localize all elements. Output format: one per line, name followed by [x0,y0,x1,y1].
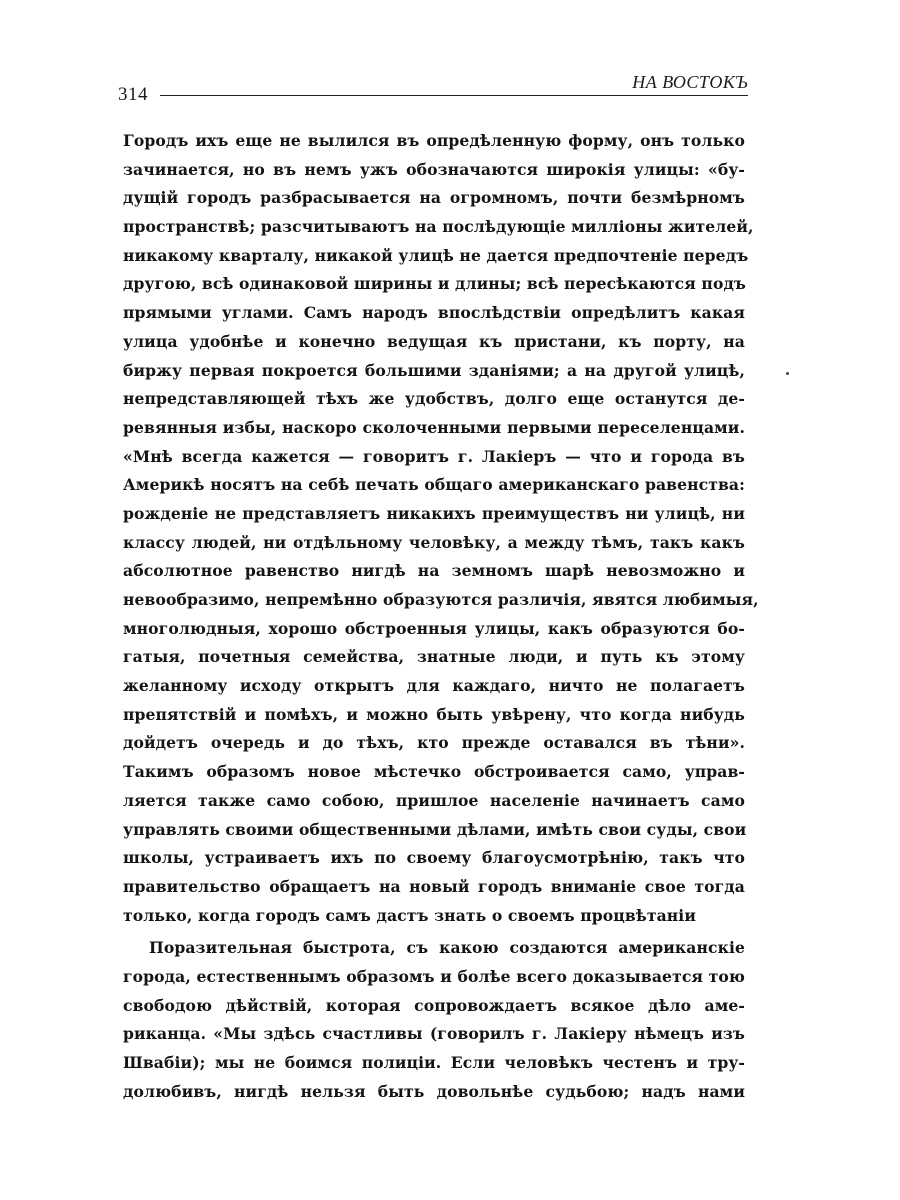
text-line: Поразительная быстрота, съ какою создаются американскіе [149,938,745,958]
text-line: управлять своими общественными дѣлами, имѣть свои суды, свои [123,819,747,839]
text-line: многолюдныя, хорошо обстроенныя улицы, какъ образуются бо- [123,618,745,638]
text-line: рожденіе не представляетъ никакихъ преимуществъ ни улицѣ, ни [123,503,745,523]
paragraph-1 [123,127,759,930]
text-line: никакому кварталу, никакой улицѣ не дается предпочтеніе передъ [123,245,749,265]
text-line: прямыми углами. Самъ народъ впослѣдствіи опредѣлитъ какая [123,303,745,323]
text-line: другою, всѣ одинаковой ширины и длины; всѣ пересѣкаются подъ [123,274,746,294]
text-line: правительство обращаетъ на новый городъ вниманіе свое тогда [123,876,745,896]
text-line: только, когда городъ самъ дастъ знать о своемъ процвѣтаніи [123,905,696,925]
text-line: ревянныя избы, наскоро сколоченными первыми переселенцами. [123,417,745,437]
text-line: непредставляющей тѣхъ же удобствъ, долго еще останутся де- [123,389,745,409]
text-line: улица удобнѣе и конечно ведущая къ пристани, къ порту, на [123,331,745,351]
text-line: невообразимо, непремѣнно образуются различія, явятся любимыя, [123,590,759,609]
running-title: НА ВОСТОКЪ [632,72,748,92]
text-line: классу людей, ни отдѣльному человѣку, а между тѣмъ, такъ какъ [123,532,745,552]
text-line: школы, устраиваетъ ихъ по своему благоусмотрѣнію, такъ что [123,848,745,868]
page-header [118,72,748,106]
text-line: желанному исходу открытъ для каждаго, ничто не полагаетъ [123,676,745,696]
text-line: «Мнѣ всегда кажется — говоритъ г. Лакіеръ — что и города въ [123,446,745,466]
body-text [123,127,759,1106]
text-line: зачинается, но въ немъ ужъ обозначаются широкія улицы: «бу- [123,159,745,179]
text-line: ляется также само собою, пришлое населеніе начинаетъ само [123,790,745,810]
text-line: Швабіи); мы не боимся полиціи. Если человѣкъ честенъ и тру- [123,1053,745,1072]
header-rule [160,95,748,96]
text-line: долюбивъ, нигдѣ нельзя быть довольнѣе судьбою; надъ нами [123,1081,745,1101]
text-line: биржу первая покроется большими зданіями; а на другой улицѣ, [123,360,745,380]
text-line: свободою дѣйствій, которая сопровождаетъ всякое дѣло аме- [123,995,745,1015]
text-line: Такимъ образомъ новое мѣстечко обстроивается само, управ- [123,762,745,782]
text-line: Городъ ихъ еще не вылился въ опредѣленную форму, онъ только [123,131,745,150]
text-line: пространствѣ; разсчитываютъ на послѣдующіе милліоны жителей, [123,217,754,237]
paragraph-2 [123,934,745,1106]
text-line: гатыя, почетныя семейства, знатные люди, и путь къ этому [123,647,745,667]
text-line: города, естественнымъ образомъ и болѣе всего доказывается тою [123,966,745,986]
text-line: дойдетъ очередь и до тѣхъ, кто прежде оставался въ тѣни». [123,733,745,753]
text-line: риканца. «Мы здѣсь счастливы (говорилъ г. Лакіеру нѣмецъ изъ [123,1024,745,1044]
text-line: препятствій и помѣхъ, и можно быть увѣрену, что когда нибудь [123,704,745,724]
text-line: абсолютное равенство нигдѣ на земномъ шарѣ невозможно и [123,561,745,581]
text-line: дущій городъ разбрасывается на огромномъ, почти безмѣрномъ [123,188,745,208]
ink-speck [786,372,789,375]
text-line: Америкѣ носятъ на себѣ печать общаго американскаго равенства: [123,475,745,495]
page-number: 314 [118,84,148,105]
